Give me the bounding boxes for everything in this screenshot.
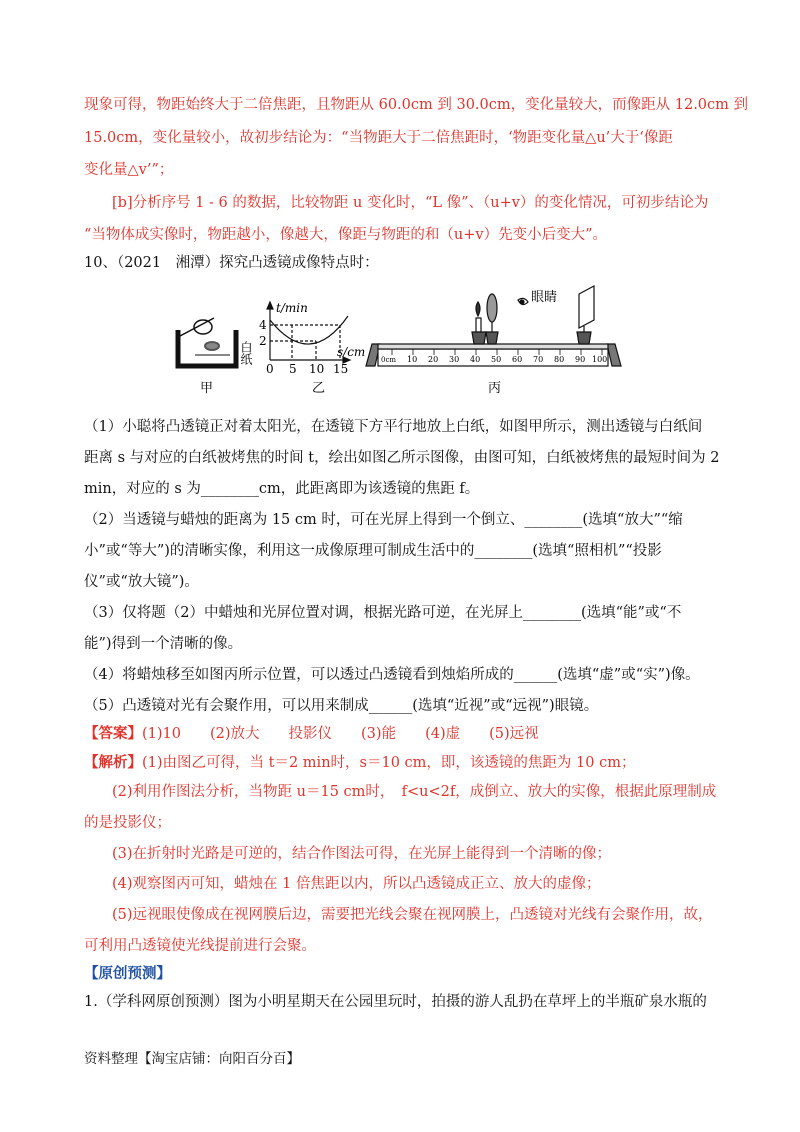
explain-line: (5)远视眼使像成在视网膜后边，需要把光线会聚在视网膜上，凸透镜对光线有会聚作用，故，: [112, 907, 713, 923]
analysis-line: “当物体成实像时，物距越小，像越大，像距与物距的和（u+v）先变小后变大”。: [84, 227, 608, 243]
graph-xlabel: s/cm: [337, 345, 366, 359]
section-title: 【原创预测】: [84, 965, 171, 982]
ruler-tick: 20: [428, 355, 439, 364]
question-part: （3）仅将题（2）中蜡烛和光屏位置对调，根据光路可逆，在光屏上________(选填“能”或“不: [84, 605, 682, 621]
question-part: 仪”或“放大镜”)。: [84, 574, 199, 590]
figure-jia: [178, 318, 236, 366]
question-header: 10、（2021 湘潭）探究凸透镜成像特点时：: [84, 255, 379, 271]
ruler-tick: 40: [470, 355, 481, 364]
analysis-line: [b]分析序号 1 - 6 的数据，比较物距 u 变化时，“L 像”、（u+v）的变化情况，可初步结论为: [112, 195, 709, 211]
question-part: 距离 s 与对应的白纸被烤焦的时间 t，绘出如图乙所示图像，由图可知，白纸被烤焦的最短时间为 2: [84, 450, 720, 466]
question-part: （2）当透镜与蜡烛的距离为 15 cm 时，可在光屏上得到一个倒立、________(选填“放大”“缩: [84, 512, 683, 528]
ruler-tick: 80: [554, 355, 565, 364]
analysis-line: 现象可得，物距始终大于二倍焦距，且物距从 60.0cm 到 30.0cm，变化量较大，而像距从 12.0cm 到: [84, 97, 749, 113]
ruler-tick: 10: [407, 355, 418, 364]
ruler-tick: 60: [512, 355, 523, 364]
answer-line: [84, 724, 539, 744]
graph-ytick: 4: [259, 318, 267, 332]
question-part: （5）凸透镜对光有会聚作用，可以用来制成______(选填“近视”或“远视”)眼镜。: [84, 698, 599, 714]
graph-xtick: 15: [333, 362, 349, 376]
paper-label: 白纸: [239, 341, 253, 365]
answer-text: (1)10 (2)放大 投影仪 (3)能 (4)虚 (5)远视: [142, 726, 539, 742]
ruler-tick: 50: [491, 355, 502, 364]
footer: 资料整理【淘宝店铺：向阳百分百】: [84, 1051, 300, 1067]
explain-text: (1)由图乙可得，当 t＝2 min时，s＝10 cm，即，该透镜的焦距为 10 cm；: [142, 755, 636, 771]
ruler-tick: 90: [575, 355, 586, 364]
question-part: 小”或“等大”)的清晰实像，利用这一成像原理可制成生活中的________(选填“照相机”“投影: [84, 543, 662, 559]
experiment-figure: [0, 280, 800, 410]
graph-xtick: 10: [309, 362, 325, 376]
answer-label: 【答案】: [84, 725, 142, 742]
explain-line: (3)在折射时光路是可逆的，结合作图法可得，在光屏上能得到一个清晰的像；: [112, 846, 612, 862]
figure-bing-bench: [366, 286, 621, 366]
analysis-line: 变化量△v’”；: [84, 162, 174, 178]
next-question: 1.（学科网原创预测）图为小明星期天在公园里玩时，拍摄的游人乱扔在草坪上的半瓶矿泉水瓶的: [84, 994, 707, 1010]
explain-label: 【解析】: [84, 754, 142, 771]
question-part: 能”)得到一个清晰的像。: [84, 636, 243, 652]
eye-label: 眼睛: [531, 290, 558, 305]
analysis-line: 15.0cm，变化量较小，故初步结论为：“当物距大于二倍焦距时，‘物距变化量△u’大于‘像距: [84, 130, 673, 146]
figure-label-jia: 甲: [200, 381, 214, 396]
explain-line: (4)观察图丙可知，蜡烛在 1 倍焦距以内，所以凸透镜成正立、放大的虚像；: [112, 876, 601, 892]
question-part: （4）将蜡烛移至如图丙所示位置，可以透过凸透镜看到烛焰所成的______(选填“虚”或“实”)像。: [84, 667, 700, 683]
graph-ytick: 2: [259, 334, 267, 348]
figure-label-yi: 乙: [312, 381, 326, 396]
ruler-tick: 30: [449, 355, 460, 364]
question-part: min，对应的 s 为________cm，此距离即为该透镜的焦距 f。: [84, 481, 480, 497]
ruler-unit: 0cm: [381, 356, 397, 364]
ruler-tick: 70: [533, 355, 544, 364]
explain-line: (2)利用作图法分析，当物距 u＝15 cm时， f<u<2f，成倒立、放大的实像，根据此原理制成: [112, 784, 717, 800]
explain-line: 可利用凸透镜使光线提前进行会聚。: [84, 938, 316, 954]
explain-line: [84, 753, 635, 773]
explain-line: 的是投影仪；: [84, 815, 171, 831]
graph-ylabel: t/min: [276, 301, 308, 315]
graph-xtick: 0: [266, 362, 274, 376]
ruler-tick: 100: [592, 355, 608, 364]
figure-label-bing: 丙: [488, 381, 502, 396]
question-part: （1）小聪将凸透镜正对着太阳光，在透镜下方平行地放上白纸，如图甲所示，测出透镜与白纸间: [84, 419, 703, 435]
graph-xtick: 5: [289, 362, 297, 376]
